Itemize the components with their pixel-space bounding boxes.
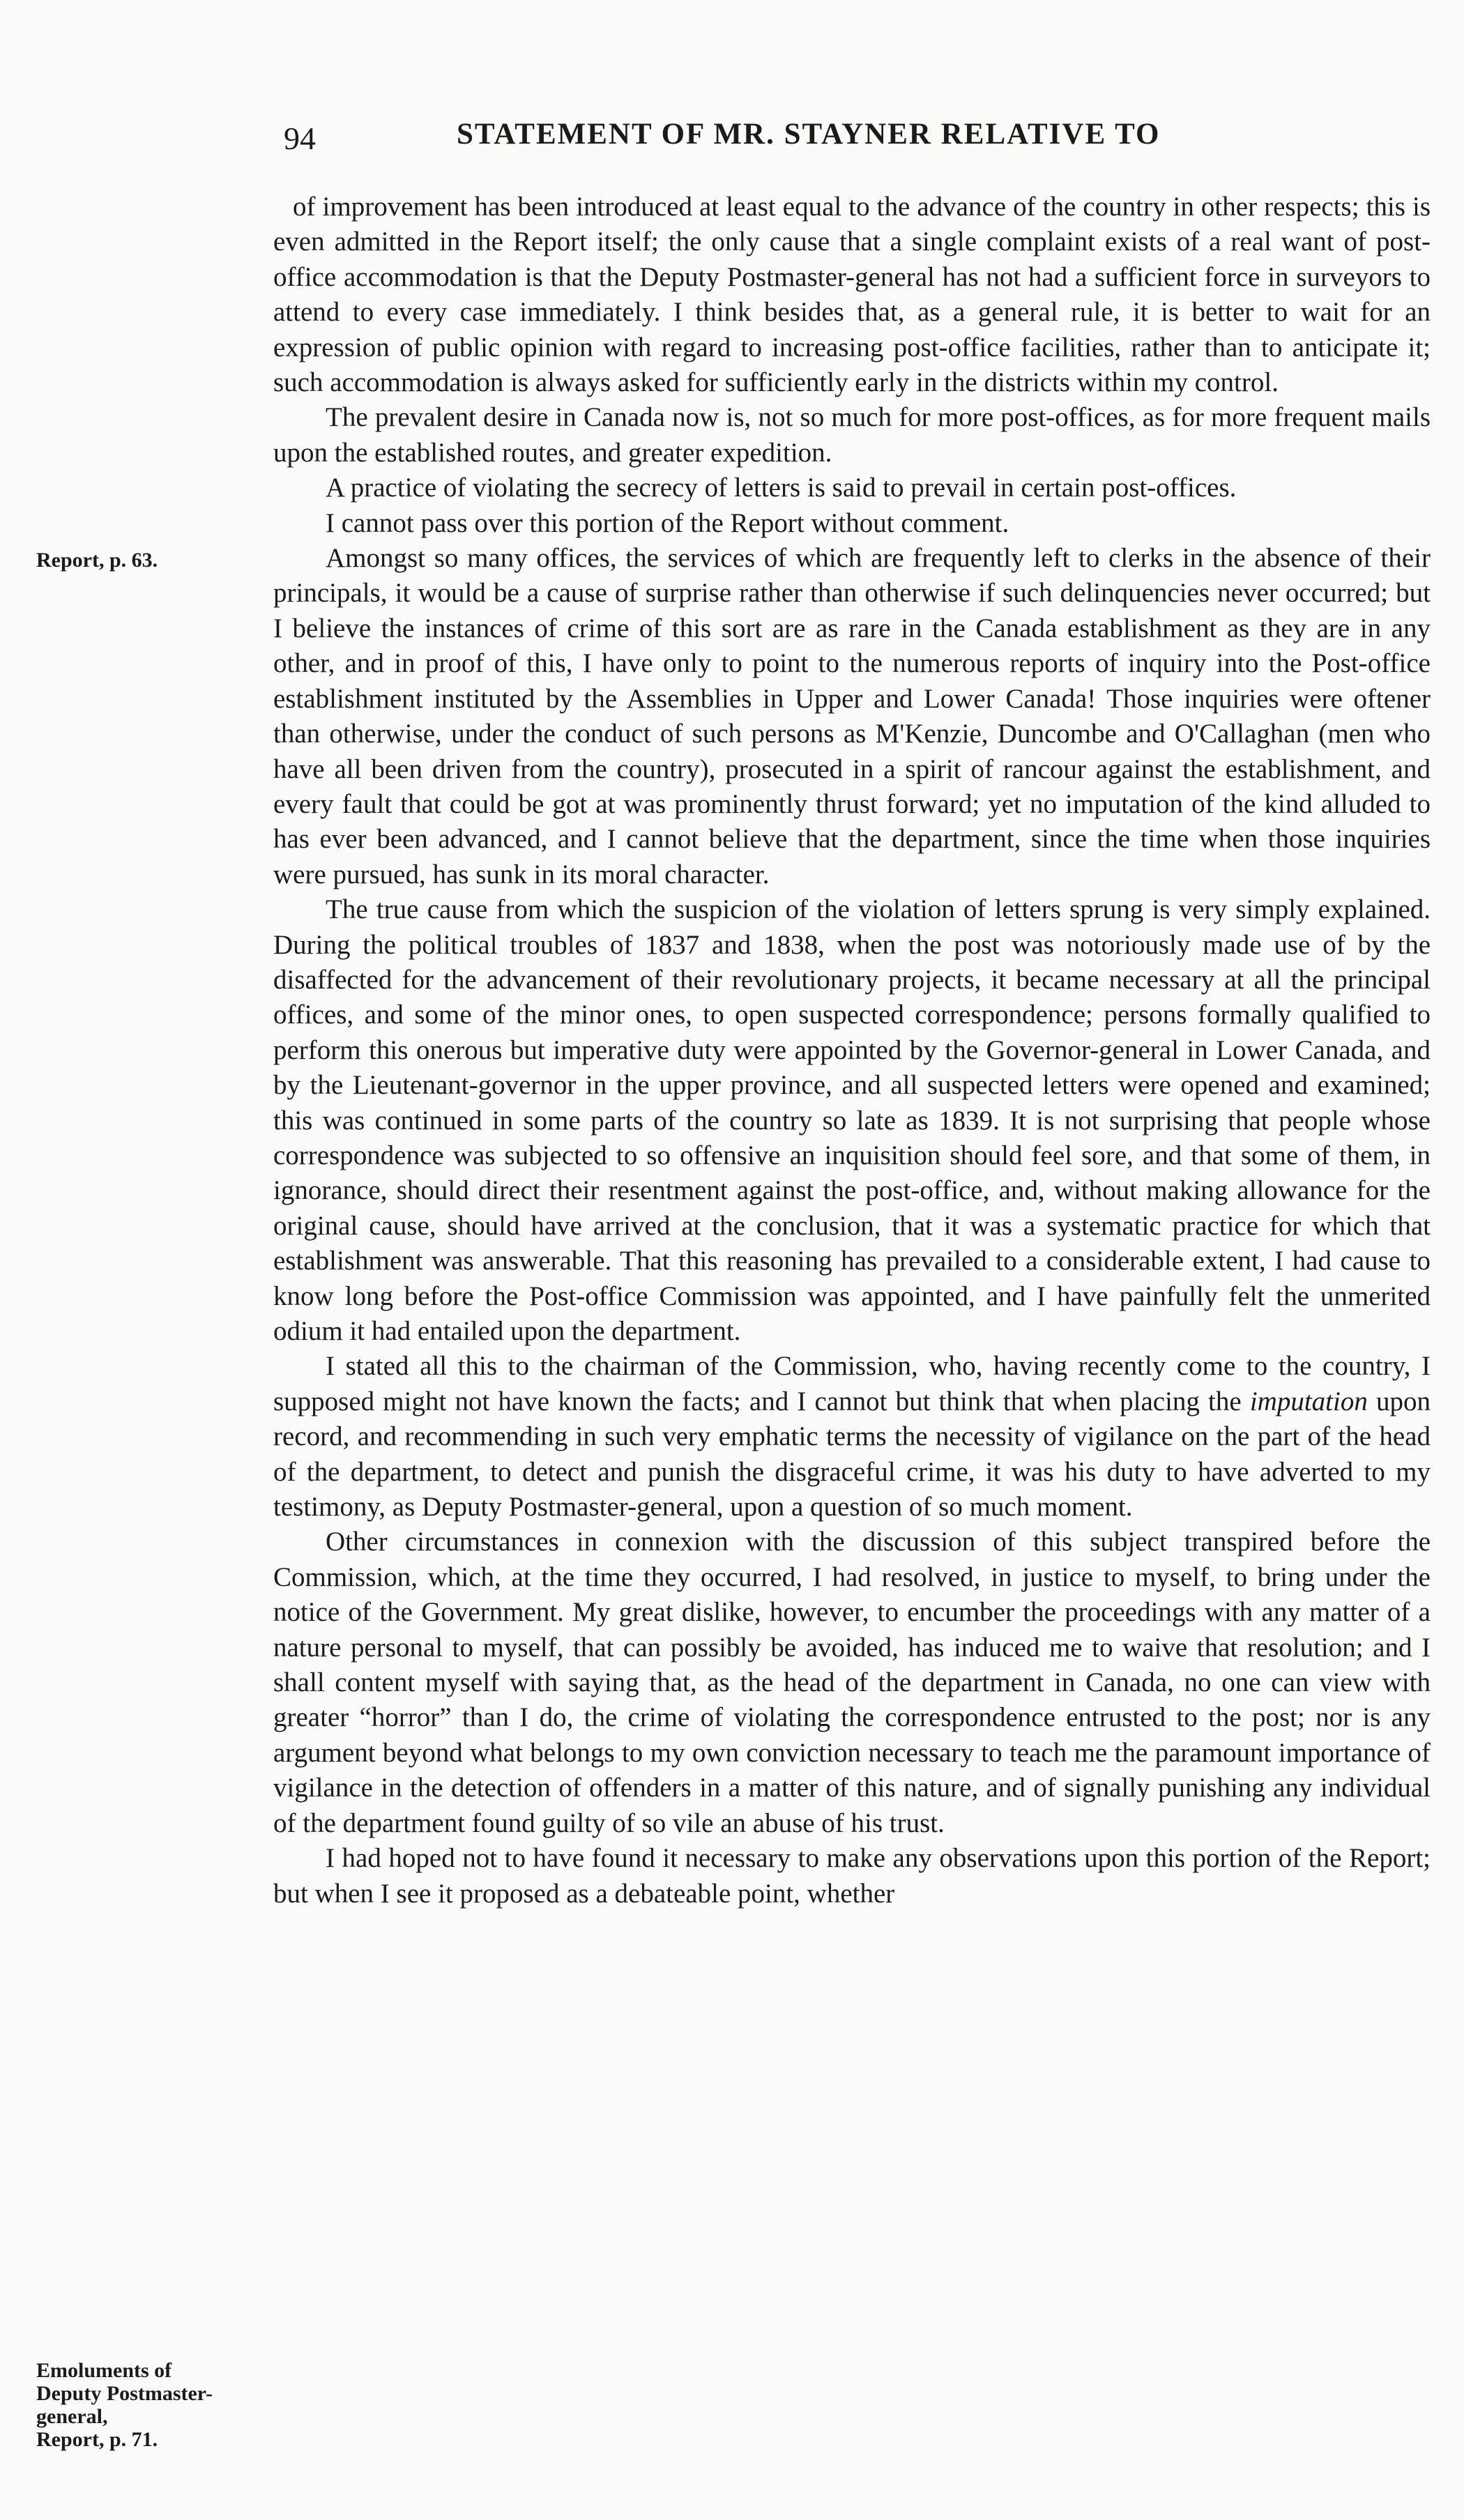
paragraph	[273, 1349, 1431, 1525]
margin-note-line: Deputy Postmaster-	[36, 2382, 213, 2405]
margin-note-emoluments	[36, 2359, 259, 2451]
body-text	[273, 190, 1431, 1911]
margin-note-report-p63	[36, 549, 259, 572]
paragraph: Other circumstances in connexion with the discussion of this subject transpired before the Commission, which, at the time they occurred, I had resolved, in justice to myself, to bring under the notice of the Government. My great dislike, however, to encumber the proceedings with any matter of a nature personal to myself, that can possibly be avoided, has induced me to waive that resolution; and I shall content myself with saying that, as the head of the department in Canada, no one can view with greater “horror” than I do, the crime of violating the correspondence entrusted to the post; nor is any argument beyond what belongs to my own conviction necessary to teach me the paramount importance of vigilance in the detection of offenders in a matter of this nature, and of signally punishing any individual of the department found guilty of so vile an abuse of his trust.	[273, 1527, 1431, 1838]
running-title: STATEMENT OF MR. STAYNER RELATIVE TO	[457, 118, 1161, 151]
paragraph: of improvement has been introduced at least equal to the advance of the country in other respects; this is even admitted in the Report itself; the only cause that a single complaint exists of a real want of post-office accommodation is that the Deputy Postmaster-general has not had a sufficient force in surveyors to attend to every case immediately. I think besides that, as a general rule, it is better to wait for an expression of public opinion with regard to increasing post-office facilities, rather than to anticipate it; such accommodation is always asked for sufficiently early in the districts within my control.	[273, 192, 1431, 398]
margin-note-text: Report, p. 63.	[36, 549, 158, 572]
page-header	[275, 113, 1419, 162]
margin-note-line: general,	[36, 2405, 108, 2428]
paragraph: A practice of violating the secrecy of letters is said to prevail in certain post-offices.	[326, 473, 1237, 503]
page-number: 94	[284, 121, 316, 156]
emphasized-word: imputation	[1249, 1386, 1368, 1416]
paragraph: I cannot pass over this portion of the Report without comment.	[326, 507, 1009, 538]
paragraph-text: upon record, and recommending in such very emphatic terms the necessity of vigilance on the part of the head of the department, to detect and punish the disgraceful crime, it was his duty to have adverted to my testimony, as Deputy Postmaster-general, upon a question of so much moment.	[273, 1386, 1431, 1522]
paragraph: I had hoped not to have found it necessary to make any observations upon this portion of the Report; but when I see it proposed as a debateable point, whether	[273, 1843, 1431, 1909]
paragraph-text: I stated all this to the chairman of the Commission, who, having recently come to the country, I supposed might not have known the facts; and I cannot but think that when placing the	[273, 1351, 1431, 1416]
paragraph: Amongst so many offices, the services of which are frequently left to clerks in the absence of their principals, it would be a cause of surprise rather than otherwise if such delinquencies never occurred; but I believe the instances of crime of this sort are as rare in the Canada establishment as they are in any other, and in proof of this, I have only to point to the numerous reports of inquiry into the Post-office establishment instituted by the Assemblies in Upper and Lower Canada! Those inquiries were oftener than otherwise, under the conduct of such persons as M'Kenzie, Duncombe and O'Callaghan (men who have all been driven from the country), prosecuted in a spirit of rancour against the establishment, and every fault that could be got at was prominently thrust forward; yet no imputation of the kind alluded to has ever been advanced, and I cannot believe that the department, since the time when those inquiries were pursued, has sunk in its moral character.	[273, 543, 1431, 889]
margin-note-line: Emoluments of	[36, 2359, 172, 2382]
paragraph: The true cause from which the suspicion of the violation of letters sprung is very simply explained. During the political troubles of 1837 and 1838, when the post was notoriously made use of by the disaffected for the advancement of their revolutionary projects, it became necessary at all the principal offices, and some of the minor ones, to open suspected correspondence; persons formally qualified to perform this onerous but imperative duty were appointed by the Governor-general in Lower Canada, and by the Lieutenant-governor in the upper province, and all suspected letters were opened and examined; this was continued in some parts of the country so late as 1839. It is not surprising that people whose correspondence was subjected to so offensive an inquisition should feel sore, and that some of them, in ignorance, should direct their resentment against the post-office, and, without making allowance for the original cause, should have arrived at the conclusion, that it was a systematic practice for which that establishment was answerable. That this reasoning has prevailed to a considerable extent, I had cause to know long before the Post-office Commission was appointed, and I have painfully felt the unmerited odium it had entailed upon the department.	[273, 894, 1431, 1346]
margin-note-line: Report, p. 71.	[36, 2428, 158, 2451]
paragraph: The prevalent desire in Canada now is, not so much for more post-offices, as for more frequent mails upon the established routes, and greater expedition.	[273, 402, 1431, 468]
